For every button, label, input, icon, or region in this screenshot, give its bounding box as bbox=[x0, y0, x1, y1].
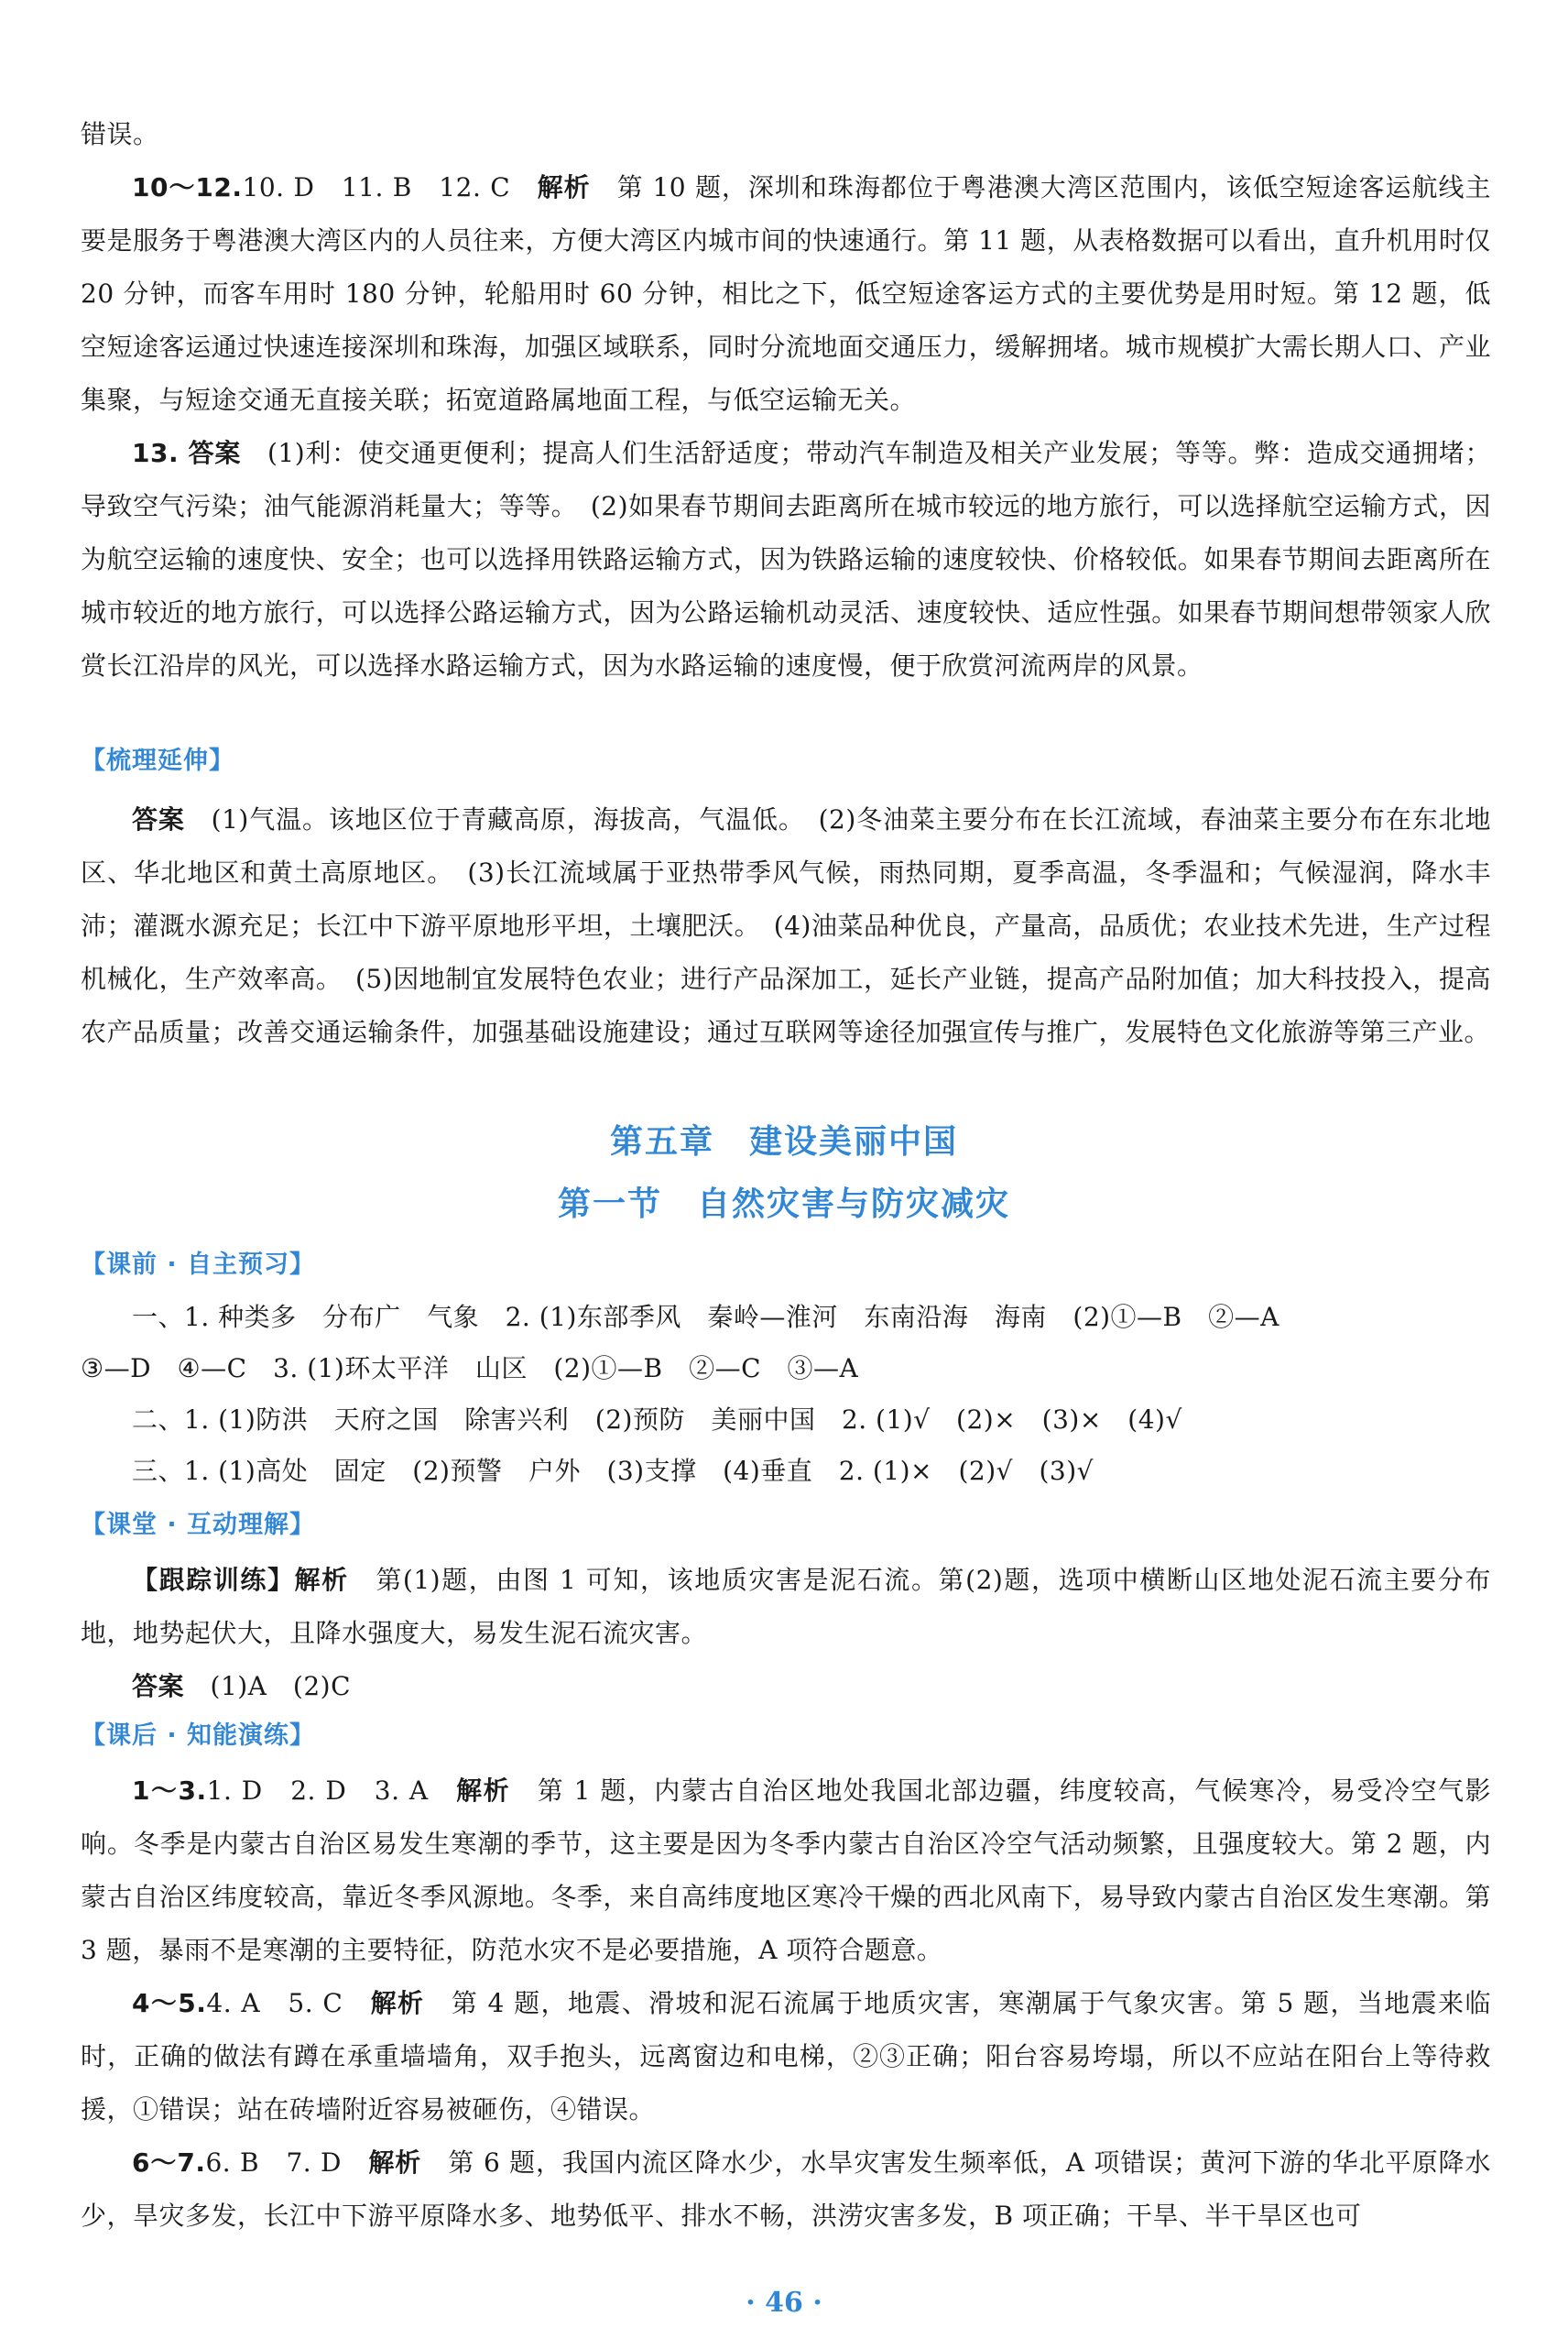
section-title: 第一节 自然灾害与防灾减灾 bbox=[557, 1185, 1010, 1223]
answer-extend bbox=[81, 793, 1491, 1059]
analysis-text: 第 4 题，地震、滑坡和泥石流属于地质灾害，寒潮属于气象灾害。第 5 题，当地震来临时，正确的做法有蹲在承重墙墙角，双手抱头，远离窗边和电梯，②③正确；阳台容易垮塌，所以不应站在阳台上等待救援，①错误；站在砖墙附近容易被砸伤，④错误。 bbox=[81, 1988, 1491, 2125]
preview-line: 一、1. 种类多 分布广 气象 2. (1)东部季风 秦岭—淮河 东南沿海 海南 (2)①—B ②—A bbox=[132, 1302, 1279, 1332]
tracking-text: 第(1)题，由图 1 可知，该地质灾害是泥石流。第(2)题，选项中横断山区地处泥石流主要分布地，地势起伏大，且降水强度大，易发生泥石流灾害。 bbox=[81, 1565, 1491, 1648]
preview-line: ③—D ④—C 3. (1)环太平洋 山区 (2)①—B ②—C ③—A bbox=[81, 1353, 859, 1383]
question-number: 13. 答案 bbox=[132, 438, 242, 468]
analysis-label: 解析 bbox=[537, 172, 591, 202]
section-header-preview: 【课前 · 自主预习】 bbox=[81, 1251, 316, 1279]
question-number: 4～5. bbox=[132, 1988, 207, 2018]
answer-q10-12 bbox=[81, 161, 1491, 427]
answer-keys: 4. A 5. C bbox=[206, 1988, 343, 2018]
answer-q6-7 bbox=[81, 2136, 1491, 2243]
preview-line: 二、1. (1)防洪 天府之国 除害兴利 (2)预防 美丽中国 2. (1)√ (2)× (3)× (4)√ bbox=[132, 1404, 1182, 1435]
tracking-answer bbox=[81, 1660, 1491, 1713]
answer-keys: 1. D 2. D 3. A bbox=[206, 1775, 429, 1806]
question-number: 10～12. bbox=[132, 172, 243, 202]
analysis-label: 解析 bbox=[370, 1988, 425, 2018]
chapter-title: 第五章 建设美丽中国 bbox=[609, 1123, 958, 1161]
page-number: · 46 · bbox=[746, 2287, 822, 2319]
section-header-class: 【课堂 · 互动理解】 bbox=[81, 1511, 316, 1539]
section-header-extend: 【梳理延伸】 bbox=[81, 747, 234, 775]
answer-q4-5 bbox=[81, 1977, 1491, 2136]
answer-q1-3 bbox=[81, 1764, 1491, 1977]
tracking-training bbox=[81, 1554, 1491, 1660]
analysis-text: 第 6 题，我国内流区降水少，水旱灾害发生频率低，A 项错误；黄河下游的华北平原降水少，旱灾多发，长江中下游平原降水多、地势低平、排水不畅，洪涝灾害多发，B 项正确；干旱、半干旱区也可 bbox=[81, 2147, 1491, 2231]
answer-text: (1)气温。该地区位于青藏高原，海拔高，气温低。 (2)冬油菜主要分布在长江流域，春油菜主要分布在东北地区、华北地区和黄土高原地区。 (3)长江流域属于亚热带季风气候，雨热同期，夏季高温，冬季温和；气候湿润，降水丰沛；灌溉水源充足；长江中下游平原地形平坦，土壤肥沃。 (4)油菜品种优良，产量高，品质优；农业技术先进，生产过程机械化，生产效率高。 (5)因地制宜发展特色农业；进行产品深加工，延长产业链，提高产品附加值；加大科技投入，提高农产品质量；改善交通运输条件，加强基础设施建设；通过互联网等途径加强宣传与推广，发展特色文化旅游等第三产业。 bbox=[81, 804, 1491, 1047]
answer-text: (1)利：使交通更便利；提高人们生活舒适度；带动汽车制造及相关产业发展；等等。弊：造成交通拥堵；导致空气污染；油气能源消耗量大；等等。 (2)如果春节期间去距离所在城市较远的地方旅行，可以选择航空运输方式，因为航空运输的速度快、安全；也可以选择用铁路运输方式，因为铁路运输的速度较快、价格较低。如果春节期间去距离所在城市较近的地方旅行，可以选择公路运输方式，因为公路运输机动灵活、速度较快、适应性强。如果春节期间想带领家人欣赏长江沿岸的风光，可以选择水路运输方式，因为水路运输的速度慢，便于欣赏河流两岸的风景。 bbox=[81, 438, 1491, 681]
tracking-label: 【跟踪训练】解析 bbox=[132, 1565, 349, 1595]
answer-q13 bbox=[81, 427, 1491, 693]
answer-label: 答案 bbox=[132, 1671, 185, 1701]
answer-keys: 10. D 11. B 12. C bbox=[242, 172, 511, 202]
analysis-text: 第 10 题，深圳和珠海都位于粤港澳大湾区范围内，该低空短途客运航线主要是服务于粤港澳大湾区内的人员往来，方便大湾区内城市间的快速通行。第 11 题，从表格数据可以看出，直升机用时仅 20 分钟，而客车用时 180 分钟，轮船用时 60 分钟，相比之下，低空短途客运方式的主要优势是用时短。第 12 题，低空短途客运通过快速连接深圳和珠海，加强区域联系，同时分流地面交通压力，缓解拥堵。城市规模扩大需长期人口、产业集聚，与短途交通无直接关联；拓宽道路属地面工程，与低空运输无关。 bbox=[81, 172, 1491, 415]
answer-text: (1)A (2)C bbox=[210, 1671, 352, 1701]
question-number: 1～3. bbox=[132, 1775, 207, 1806]
analysis-label: 解析 bbox=[368, 2147, 422, 2178]
paragraph-wrong-note: 错误。 bbox=[81, 119, 159, 149]
preview-answers bbox=[81, 1292, 1491, 1497]
answer-keys: 6. B 7. D bbox=[205, 2147, 342, 2178]
preview-line: 三、1. (1)高处 固定 (2)预警 户外 (3)支撑 (4)垂直 2. (1)× (2)√ (3)√ bbox=[132, 1456, 1094, 1486]
analysis-label: 解析 bbox=[456, 1775, 511, 1806]
answer-label: 答案 bbox=[132, 804, 185, 835]
question-number: 6～7. bbox=[132, 2147, 206, 2178]
analysis-text: 第 1 题，内蒙古自治区地处我国北部边疆，纬度较高，气候寒冷，易受冷空气影响。冬季是内蒙古自治区易发生寒潮的季节，这主要是因为冬季内蒙古自治区冷空气活动频繁，且强度较大。第 2 题，内蒙古自治区纬度较高，靠近冬季风源地。冬季，来自高纬度地区寒冷干燥的西北风南下，易导致内蒙古自治区发生寒潮。第 3 题，暴雨不是寒潮的主要特征，防范水灾不是必要措施，A 项符合题意。 bbox=[81, 1775, 1491, 1965]
section-header-after: 【课后 · 知能演练】 bbox=[81, 1721, 316, 1750]
